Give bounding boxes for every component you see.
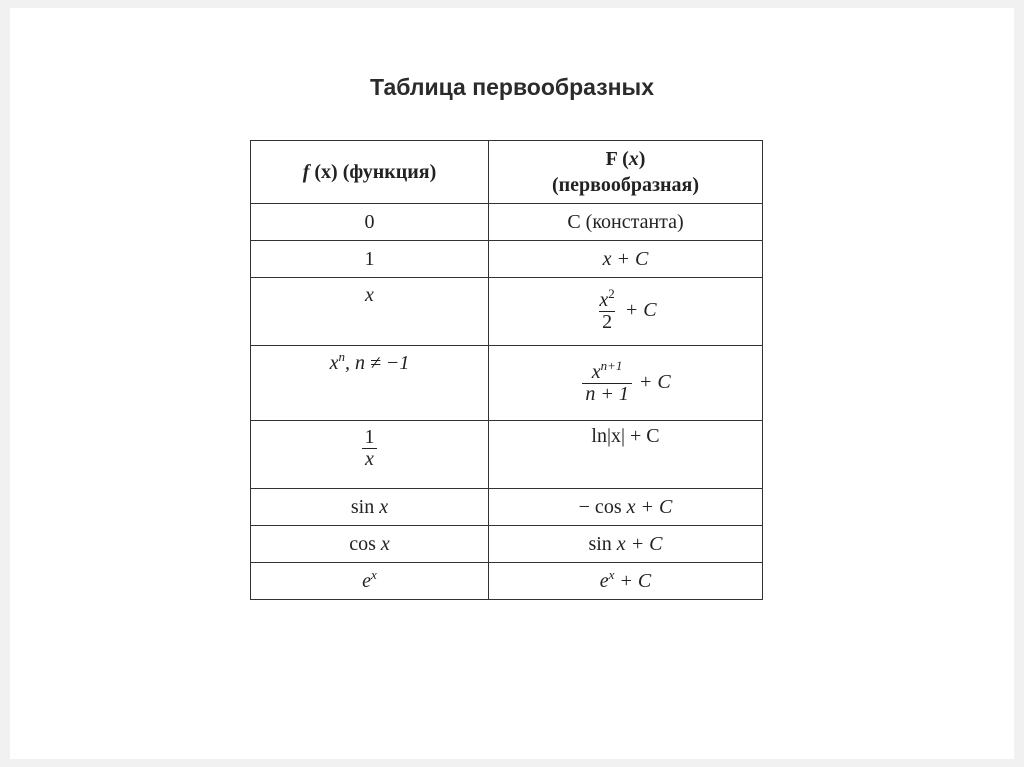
slide xyxy=(10,8,1014,759)
function-name: sin xyxy=(350,495,380,518)
fraction-denominator: n + 1 xyxy=(585,382,629,405)
fraction-denominator: 2 xyxy=(599,311,615,333)
antiderivative-cell xyxy=(489,241,763,278)
function-cell xyxy=(251,346,489,421)
antiderivative-fn: − cos xyxy=(578,495,627,518)
antiderivative-tail: + C xyxy=(625,532,663,555)
table-row xyxy=(251,204,763,241)
function-base: x xyxy=(329,352,339,374)
antiderivative-cell xyxy=(489,489,763,526)
table-row xyxy=(251,421,763,489)
table-row xyxy=(251,526,763,563)
function-cell xyxy=(251,278,489,346)
fraction-numerator: x xyxy=(599,289,609,311)
table-row xyxy=(251,563,763,600)
function-name: cos xyxy=(349,532,381,555)
function-cell xyxy=(251,563,489,600)
antiderivative-expr: x + C xyxy=(602,247,649,270)
function-condition: , n ≠ −1 xyxy=(344,352,410,374)
function-base: e xyxy=(362,569,372,592)
header-antiderivative-label: (первообразная) xyxy=(551,174,699,196)
antiderivative-fn: sin xyxy=(588,532,617,555)
table-row xyxy=(251,346,763,421)
table-row xyxy=(251,489,763,526)
antiderivative-cell xyxy=(489,526,763,563)
antiderivative-cell xyxy=(489,346,763,421)
antiderivative-var: x xyxy=(616,532,626,555)
table-row xyxy=(251,278,763,346)
fraction-numerator: x xyxy=(591,360,601,383)
exponent: x xyxy=(371,566,377,582)
header-antiderivative-prefix: F ( xyxy=(605,148,629,170)
exponent: n xyxy=(338,349,345,364)
fraction xyxy=(596,286,617,333)
antiderivative-tail: + C xyxy=(635,495,673,518)
antiderivative-cell: ln|x| + C xyxy=(489,421,763,489)
fraction xyxy=(362,427,378,470)
antiderivative-cell xyxy=(489,563,763,600)
function-var: x xyxy=(379,495,389,518)
antiderivative-tail: + C xyxy=(633,370,671,393)
function-var: x xyxy=(380,532,390,555)
header-antiderivative-suffix: ) xyxy=(638,148,646,170)
antiderivatives-table xyxy=(250,140,763,600)
antiderivative-base: e xyxy=(599,569,609,592)
header-function-label: (x) (функция) xyxy=(314,161,437,183)
page-title: Таблица первообразных xyxy=(369,74,654,100)
antiderivative-cell: С (константа) xyxy=(489,204,763,241)
table-row xyxy=(251,241,763,278)
function-cell xyxy=(251,526,489,563)
antiderivative-tail: + C xyxy=(614,569,652,592)
exponent: x xyxy=(608,566,615,582)
exponent: n+1 xyxy=(600,357,623,373)
header-function xyxy=(251,141,489,204)
function-expr: x xyxy=(365,284,374,306)
function-cell xyxy=(251,421,489,489)
table-header-row xyxy=(251,141,763,204)
antiderivative-var: x xyxy=(626,495,636,518)
header-function-symbol: f xyxy=(302,161,310,183)
antiderivative-tail: + C xyxy=(619,299,657,322)
header-antiderivative-var: x xyxy=(628,148,639,170)
fraction-denominator: x xyxy=(365,448,374,470)
function-cell: 0 xyxy=(251,204,489,241)
exponent: 2 xyxy=(608,286,615,301)
function-cell xyxy=(251,489,489,526)
antiderivative-cell xyxy=(489,278,763,346)
fraction-numerator: 1 xyxy=(364,426,375,448)
header-antiderivative xyxy=(489,141,763,204)
function-cell: 1 xyxy=(251,241,489,278)
fraction xyxy=(582,357,632,405)
